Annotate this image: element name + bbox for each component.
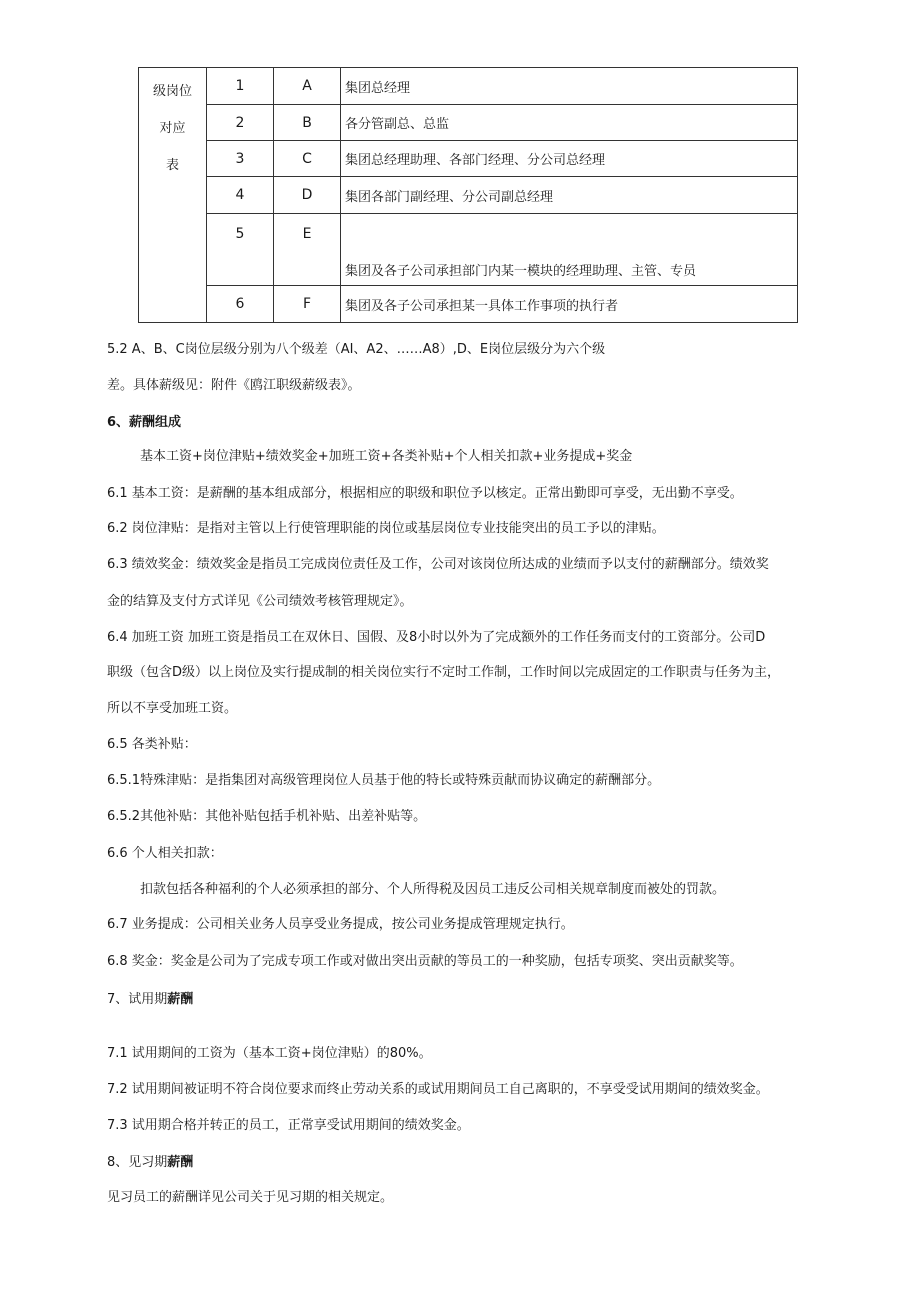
row-letter: B [274, 105, 341, 141]
row-description: 集团总经理 [341, 68, 798, 105]
table-side-label [139, 68, 207, 323]
section-6-3-line-1: 6.3 绩效奖金：绩效奖金是指员工完成岗位责任及工作，公司对该岗位所达成的业绩而予以支付的薪酬部分。绩效奖 [107, 557, 769, 572]
heading-8-prefix: 8、见习期 [107, 1155, 168, 1170]
row-letter: A [274, 68, 341, 105]
row-description: 集团及各子公司承担某一具体工作事项的执行者 [341, 286, 798, 323]
heading-7 [107, 988, 193, 1007]
section-6-7: 6.7 业务提成：公司相关业务人员享受业务提成，按公司业务提成管理规定执行。 [107, 917, 574, 932]
row-letter: D [274, 177, 341, 214]
section-7-1: 7.1 试用期间的工资为（基本工资+岗位津贴）的80%。 [107, 1046, 432, 1061]
row-letter-cell [274, 214, 341, 286]
row-number: 1 [207, 68, 274, 105]
section-7-3: 7.3 试用期合格并转正的员工，正常享受试用期间的绩效奖金。 [107, 1118, 470, 1133]
row-number: 4 [207, 177, 274, 214]
section-7-2: 7.2 试用期间被证明不符合岗位要求而终止劳动关系的或试用期间员工自己离职的，不享受受试用期间的绩效奖金。 [107, 1082, 769, 1097]
side-label-line: 对应 [159, 121, 186, 136]
section-6-4-line-3: 所以不享受加班工资。 [107, 701, 238, 716]
row-letter: C [274, 141, 341, 177]
section-6-6-body: 扣款包括各种福利的个人必须承担的部分、个人所得税及因员工违反公司相关规章制度而被处的罚款。 [140, 882, 726, 897]
row-description: 集团及各子公司承担部门内某一模块的经理助理、主管、专员 [345, 264, 697, 279]
section-6-6: 6.6 个人相关扣款： [107, 846, 223, 861]
row-description: 集团总经理助理、各部门经理、分公司总经理 [341, 141, 798, 177]
section-6-3-line-2: 金的结算及支付方式详见《公司绩效考核管理规定》。 [107, 594, 413, 609]
section-6-5: 6.5 各类补贴： [107, 737, 197, 752]
row-description: 各分管副总、总监 [341, 105, 798, 141]
section-5-2-line-1: 5.2 A、B、C岗位层级分别为八个级差（AI、A2、……A8）,D、E岗位层级分为六个级 [107, 342, 606, 357]
section-6-1: 6.1 基本工资：是薪酬的基本组成部分，根据相应的职级和职位予以核定。正常出勤即可享受，无出勤不享受。 [107, 486, 743, 501]
heading-7-prefix: 7、试用期 [107, 992, 168, 1007]
section-6-5-2: 6.5.2其他补贴：其他补贴包括手机补贴、出差补贴等。 [107, 809, 427, 824]
section-6-4-line-2: 职级（包含D级）以上岗位及实行提成制的相关岗位实行不定时工作制，工作时间以完成固定的工作职责与任务为主， [107, 665, 781, 680]
row-number: 5 [235, 226, 245, 242]
heading-8 [107, 1151, 193, 1170]
section-6-8: 6.8 奖金：奖金是公司为了完成专项工作或对做出突出贡献的等员工的一种奖励，包括专项奖、突出贡献奖等。 [107, 954, 743, 969]
section-6-5-1: 6.5.1特殊津贴：是指集团对高级管理岗位人员基于他的特长或特殊贡献而协议确定的薪酬部分。 [107, 773, 661, 788]
section-6-2: 6.2 岗位津贴：是指对主管以上行使管理职能的岗位或基层岗位专业技能突出的员工予以的津贴。 [107, 521, 665, 536]
row-number: 3 [207, 141, 274, 177]
row-number: 2 [207, 105, 274, 141]
row-number-cell [207, 214, 274, 286]
heading-7-suffix: 薪酬 [167, 992, 194, 1007]
row-description-cell [341, 214, 798, 286]
row-number: 6 [207, 286, 274, 323]
side-label-line: 级岗位 [152, 84, 192, 99]
row-letter: F [274, 286, 341, 323]
grade-position-table [138, 67, 798, 323]
section-6-4-line-1: 6.4 加班工资 加班工资是指员工在双休日、国假、及8小时以外为了完成额外的工作任务而支付的工资部分。公司D [107, 630, 766, 645]
row-letter: E [302, 226, 312, 242]
section-8-body: 见习员工的薪酬详见公司关于见习期的相关规定。 [107, 1190, 394, 1205]
section-5-2-line-2: 差。具体薪级见：附件《鸥江职级薪级表》。 [107, 378, 361, 393]
salary-formula: 基本工资+岗位津贴+绩效奖金+加班工资+各类补贴+个人相关扣款+业务提成+奖金 [140, 449, 633, 464]
heading-6: 6、薪酬组成 [107, 415, 182, 430]
row-description: 集团各部门副经理、分公司副总经理 [341, 177, 798, 214]
heading-8-suffix: 薪酬 [167, 1155, 194, 1170]
side-label-line: 表 [165, 158, 179, 173]
